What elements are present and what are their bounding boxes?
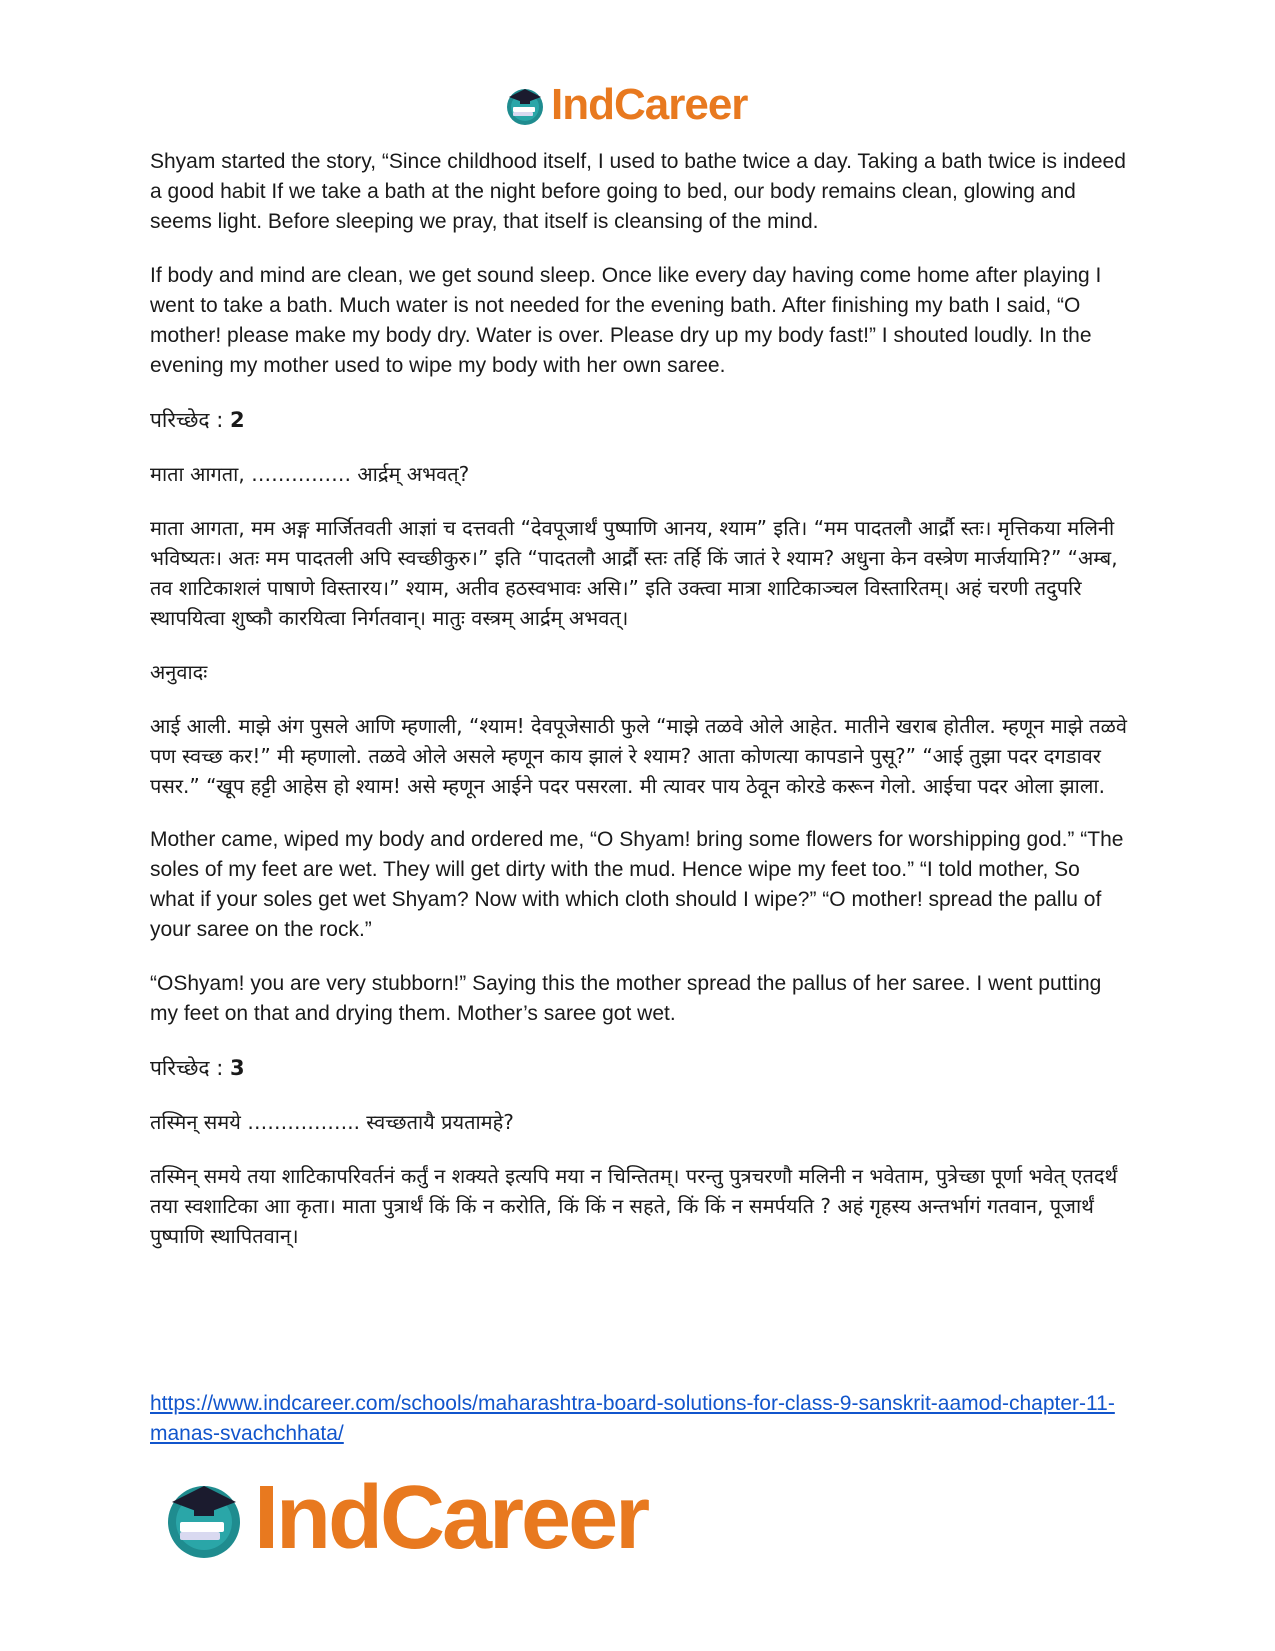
graduation-globe-icon [503,83,547,127]
question-line: तस्मिन् समये …………….. स्वच्छतायै प्रयतामहे? [150,1110,514,1134]
english-translation: “OShyam! you are very stubborn!” Saying this the mother spread the pallus of her saree. I went putting my feet on that and drying them. Mother’s saree got wet. [150,972,1102,1025]
section-number: 2 [229,408,245,432]
sanskrit-passage: माता आगता, मम अङ्ग मार्जितवती आज्ञां च दत्तवती “देवपूजार्थं पुष्पाणि आनय, श्याम” इति। “मम पादतलौ आर्द्रौ स्तः। मृत्तिकया मलिनी भविष्यतः। अतः मम पादतली अपि स्वच्छीकुरु।” इति “पादतलौ आर्द्रौ स्तः तर्हि किं जातं रे श्याम? अधुना केन वस्त्रेण मार्जयामि?” “अम्ब, तव शाटिकाशलं पाषाणे विस्तारय।” श्याम, अतीव हठस्वभावः असि।” इति उक्त्वा मात्रा शाटिकाञ्चल विस्तारितम्। अहं चरणी तदुपरि स्थापयित्वा शुष्कौ कारयित्वा निर्गतवान्। मातुः वस्त्रम् आर्द्रम् अभवत्। [150,516,1118,630]
section-number: 3 [229,1056,245,1080]
translation-heading: अनुवादः [150,660,208,684]
paragraph: If body and mind are clean, we get sound sleep. Once like every day having come home after playing I went to take a bath. Much water is not needed for the evening bath. After finishing my bath I said, “O mother! please make my body dry. Water is over. Please dry up my body fast!” I shouted loudly. In the evening my mother used to wipe my body with her own saree. [150,264,1102,377]
section-label: परिच्छेद : [150,408,230,432]
header-logo [503,80,747,130]
brand-name: IndCareer [254,1467,648,1568]
english-translation: Mother came, wiped my body and ordered me, “O Shyam! bring some flowers for worshipping god.” “The soles of my feet are wet. They will get dirty with the mud. Hence wipe my feet too.” “I told mother, So what if your soles get wet Shyam? Now with which cloth should I wipe?” “O mother! spread the pallu of your saree on the rock.” [150,828,1124,941]
source-link[interactable]: https://www.indcareer.com/schools/maharashtra-board-solutions-for-class-9-sanskrit-aamod-chapter-11-manas-svachchhata/ [150,1392,1115,1445]
brand-name: IndCareer [551,80,748,129]
sanskrit-passage: तस्मिन् समये तया शाटिकापरिवर्तनं कर्तुं न शक्यते इत्यपि मया न चिन्तितम्। परन्तु पुत्रचरणौ मलिनी न भवेताम, पुत्रेच्छा पूर्णा भवेत् एतदर्थं तया स्वशाटिका आा कृता। माता पुत्रार्थं किं किं न करोति, किं किं न सहते, किं किं न समर्पयति ? अहं गृहस्य अन्तर्भागं गतवान, पूजार्थं पुष्पाणि स्थापितवान्। [150,1164,1118,1248]
question-line: माता आगता, …………… आर्द्रम् अभवत्? [150,462,470,486]
document-body [150,147,1130,1275]
section-heading [150,405,1130,435]
marathi-translation: आई आली. माझे अंग पुसले आणि म्हणाली, “श्याम! देवपूजेसाठी फुले “माझे तळवे ओले आहेत. मातीने खराब होतील. म्हणून माझे तळवे पण स्वच्छ कर!” मी म्हणालो. तळवे ओले असले म्हणून काय झालं रे श्याम? आता कोणत्या कापडाने पुसू?” “आई तुझा पदर दगडावर पसर.” “खूप हट्टी आहेस हो श्याम! असे म्हणून आईने पदर पसरला. मी त्यावर पाय ठेवून कोरडे करून गेलो. आईचा पदर ओला झाला. [150,714,1127,798]
section-heading [150,1053,1130,1083]
footer-logo [160,1468,647,1568]
section-label: परिच्छेद : [150,1056,230,1080]
graduation-globe-icon [160,1474,248,1562]
paragraph: Shyam started the story, “Since childhood itself, I used to bathe twice a day. Taking a bath twice is indeed a good habit If we take a bath at the night before going to bed, our body remains clean, glowing and seems light. Before sleeping we pray, that itself is cleansing of the mind. [150,150,1126,233]
